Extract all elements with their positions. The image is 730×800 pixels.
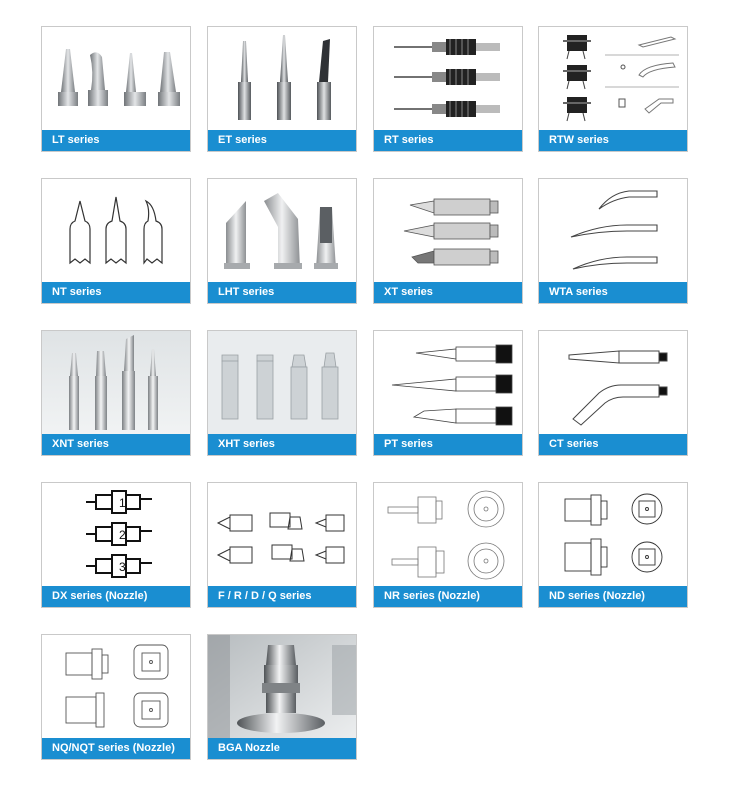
bga-nozzle-icon	[208, 635, 356, 739]
lht-tips-icon	[208, 179, 356, 283]
card-label: WTA series	[539, 282, 687, 303]
card-bga-nozzle[interactable]	[207, 634, 357, 760]
card-xht-series[interactable]	[207, 330, 357, 456]
dx-nozzle-icon	[42, 483, 190, 587]
frdq-tips-icon	[208, 483, 356, 587]
card-label: CT series	[539, 434, 687, 455]
card-label: XNT series	[42, 434, 190, 455]
card-label: XT series	[374, 282, 522, 303]
card-label: DX series (Nozzle)	[42, 586, 190, 607]
card-rtw-series[interactable]	[538, 26, 688, 152]
card-label: BGA Nozzle	[208, 738, 356, 759]
nt-tips-icon	[42, 179, 190, 283]
nd-nozzle-icon	[539, 483, 687, 587]
card-label: NR series (Nozzle)	[374, 586, 522, 607]
card-nr-series[interactable]	[373, 482, 523, 608]
xnt-tips-icon	[42, 331, 190, 435]
xt-tips-icon	[374, 179, 522, 283]
card-xnt-series[interactable]	[41, 330, 191, 456]
svg-text:1: 1	[119, 496, 126, 510]
card-label: NQ/NQT series (Nozzle)	[42, 738, 190, 759]
card-lht-series[interactable]	[207, 178, 357, 304]
card-label: ET series	[208, 130, 356, 151]
card-label: LHT series	[208, 282, 356, 303]
xht-tips-icon	[208, 331, 356, 435]
card-pt-series[interactable]	[373, 330, 523, 456]
card-label: LT series	[42, 130, 190, 151]
card-frdq-series[interactable]	[207, 482, 357, 608]
svg-text:3: 3	[119, 560, 126, 574]
card-lt-series[interactable]	[41, 26, 191, 152]
card-label: F / R / D / Q series	[208, 586, 356, 607]
card-wta-series[interactable]	[538, 178, 688, 304]
card-ct-series[interactable]	[538, 330, 688, 456]
lt-tips-icon	[42, 27, 190, 131]
card-nd-series[interactable]	[538, 482, 688, 608]
nr-nozzle-icon	[374, 483, 522, 587]
rtw-tips-icon	[539, 27, 687, 131]
et-tips-icon	[208, 27, 356, 131]
rt-tips-icon	[374, 27, 522, 131]
pt-tips-icon	[374, 331, 522, 435]
card-nt-series[interactable]	[41, 178, 191, 304]
card-rt-series[interactable]	[373, 26, 523, 152]
card-label: PT series	[374, 434, 522, 455]
wta-tips-icon	[539, 179, 687, 283]
svg-text:2: 2	[119, 528, 126, 542]
card-label: RT series	[374, 130, 522, 151]
card-et-series[interactable]	[207, 26, 357, 152]
card-label: NT series	[42, 282, 190, 303]
card-dx-series[interactable]	[41, 482, 191, 608]
card-nqt-series[interactable]	[41, 634, 191, 760]
card-xt-series[interactable]	[373, 178, 523, 304]
card-label: XHT series	[208, 434, 356, 455]
card-label: ND series (Nozzle)	[539, 586, 687, 607]
ct-tips-icon	[539, 331, 687, 435]
card-label: RTW series	[539, 130, 687, 151]
nqt-nozzle-icon	[42, 635, 190, 739]
